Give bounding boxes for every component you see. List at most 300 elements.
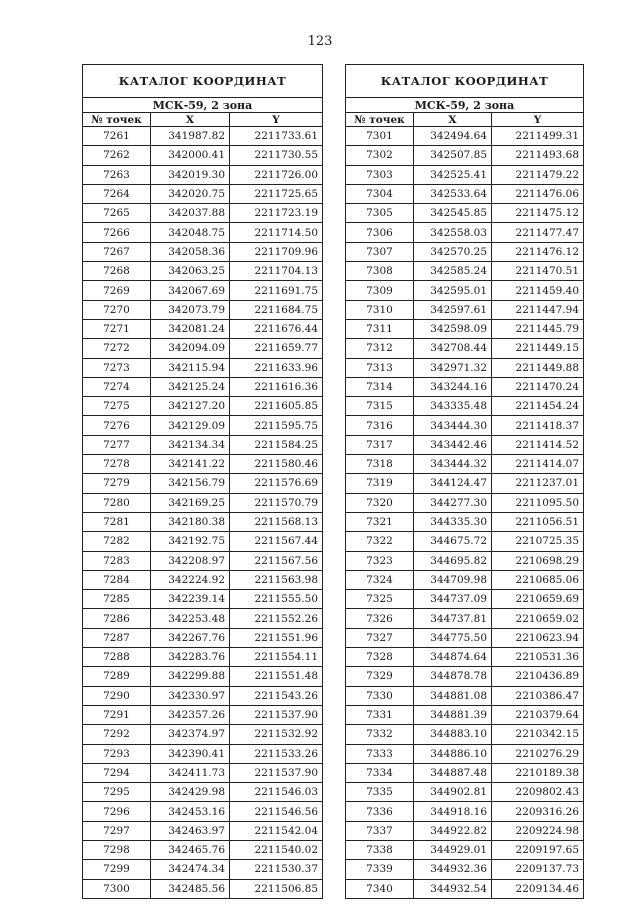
x-coordinate-cell: 342127.20 <box>151 397 230 416</box>
y-coordinate-cell: 2211580.46 <box>230 455 323 474</box>
point-number-cell: 7326 <box>346 609 414 628</box>
x-coordinate-cell: 342115.94 <box>151 358 230 377</box>
point-number-cell: 7282 <box>83 532 151 551</box>
point-number-cell: 7288 <box>83 648 151 667</box>
table-row <box>83 879 323 898</box>
point-number-cell: 7267 <box>83 242 151 261</box>
table-row <box>83 763 323 782</box>
x-coordinate-cell: 343444.30 <box>414 416 492 435</box>
point-number-cell: 7333 <box>346 744 414 763</box>
y-coordinate-cell: 2211551.48 <box>230 667 323 686</box>
x-coordinate-cell: 344886.10 <box>414 744 492 763</box>
coordinate-catalog-right <box>345 64 584 899</box>
point-number-cell: 7308 <box>346 262 414 281</box>
point-number-cell: 7313 <box>346 358 414 377</box>
y-coordinate-cell: 2210685.06 <box>492 570 584 589</box>
x-coordinate-cell: 342192.75 <box>151 532 230 551</box>
x-coordinate-cell: 344881.08 <box>414 686 492 705</box>
y-coordinate-cell: 2211552.26 <box>230 609 323 628</box>
y-coordinate-cell: 2211418.37 <box>492 416 584 435</box>
x-coordinate-cell: 342224.92 <box>151 570 230 589</box>
table-row <box>346 435 584 454</box>
y-coordinate-cell: 2211704.13 <box>230 262 323 281</box>
table-row <box>346 570 584 589</box>
table-row <box>346 628 584 647</box>
table-row <box>346 551 584 570</box>
y-coordinate-cell: 2211445.79 <box>492 319 584 338</box>
point-number-cell: 7299 <box>83 860 151 879</box>
y-coordinate-cell: 2211532.92 <box>230 725 323 744</box>
x-coordinate-cell: 344932.36 <box>414 860 492 879</box>
x-coordinate-cell: 341987.82 <box>151 127 230 146</box>
point-number-cell: 7332 <box>346 725 414 744</box>
point-number-cell: 7287 <box>83 628 151 647</box>
y-coordinate-cell: 2211684.75 <box>230 300 323 319</box>
x-coordinate-cell: 342453.16 <box>151 802 230 821</box>
x-coordinate-cell: 342125.24 <box>151 377 230 396</box>
y-coordinate-cell: 2211540.02 <box>230 840 323 859</box>
table-row <box>83 339 323 358</box>
table-row <box>83 667 323 686</box>
table-row <box>346 281 584 300</box>
table-row <box>83 165 323 184</box>
zone-label: МСК-59, 2 зона <box>83 98 323 113</box>
y-coordinate-cell: 2211725.65 <box>230 184 323 203</box>
x-coordinate-cell: 344918.16 <box>414 802 492 821</box>
page-number: 123 <box>307 34 333 49</box>
y-coordinate-cell: 2210342.15 <box>492 725 584 744</box>
table-row <box>83 802 323 821</box>
point-number-cell: 7307 <box>346 242 414 261</box>
x-coordinate-cell: 343335.48 <box>414 397 492 416</box>
table-row <box>83 493 323 512</box>
x-coordinate-cell: 342299.88 <box>151 667 230 686</box>
y-coordinate-cell: 2211499.31 <box>492 127 584 146</box>
y-coordinate-cell: 2211616.36 <box>230 377 323 396</box>
point-number-cell: 7293 <box>83 744 151 763</box>
table-row <box>346 204 584 223</box>
table-row <box>346 358 584 377</box>
point-number-cell: 7266 <box>83 223 151 242</box>
point-number-cell: 7312 <box>346 339 414 358</box>
x-coordinate-cell: 342411.73 <box>151 763 230 782</box>
table-row <box>346 686 584 705</box>
y-coordinate-cell: 2211530.37 <box>230 860 323 879</box>
y-coordinate-cell: 2211449.15 <box>492 339 584 358</box>
point-number-cell: 7320 <box>346 493 414 512</box>
point-number-cell: 7340 <box>346 879 414 898</box>
y-coordinate-cell: 2211454.24 <box>492 397 584 416</box>
y-coordinate-cell: 2210189.38 <box>492 763 584 782</box>
point-number-cell: 7295 <box>83 783 151 802</box>
table-row <box>346 416 584 435</box>
table-row <box>346 319 584 338</box>
x-coordinate-cell: 342545.85 <box>414 204 492 223</box>
x-coordinate-cell: 342141.22 <box>151 455 230 474</box>
table-row <box>83 358 323 377</box>
point-number-cell: 7294 <box>83 763 151 782</box>
table-row <box>83 725 323 744</box>
point-number-cell: 7336 <box>346 802 414 821</box>
point-number-cell: 7297 <box>83 821 151 840</box>
table-row <box>346 184 584 203</box>
table-row <box>346 725 584 744</box>
x-coordinate-cell: 342208.97 <box>151 551 230 570</box>
y-coordinate-cell: 2211676.44 <box>230 319 323 338</box>
table-row <box>83 532 323 551</box>
table-row <box>346 609 584 628</box>
x-coordinate-cell: 342507.85 <box>414 146 492 165</box>
x-coordinate-cell: 344695.82 <box>414 551 492 570</box>
x-coordinate-cell: 342330.97 <box>151 686 230 705</box>
x-coordinate-cell: 342037.88 <box>151 204 230 223</box>
point-number-cell: 7277 <box>83 435 151 454</box>
table-row <box>83 416 323 435</box>
y-coordinate-cell: 2210698.29 <box>492 551 584 570</box>
x-coordinate-cell: 344874.64 <box>414 648 492 667</box>
point-number-cell: 7275 <box>83 397 151 416</box>
table-row <box>346 242 584 261</box>
x-coordinate-cell: 343442.46 <box>414 435 492 454</box>
table-row <box>83 590 323 609</box>
point-number-cell: 7291 <box>83 705 151 724</box>
table-row <box>346 474 584 493</box>
table-row <box>83 377 323 396</box>
table-row <box>83 474 323 493</box>
y-coordinate-cell: 2211584.25 <box>230 435 323 454</box>
table-row <box>346 802 584 821</box>
y-coordinate-cell: 2211095.50 <box>492 493 584 512</box>
point-number-cell: 7280 <box>83 493 151 512</box>
table-row <box>83 127 323 146</box>
y-coordinate-cell: 2211709.96 <box>230 242 323 261</box>
point-number-cell: 7329 <box>346 667 414 686</box>
x-coordinate-cell: 342485.56 <box>151 879 230 898</box>
table-row <box>83 821 323 840</box>
x-coordinate-cell: 344709.98 <box>414 570 492 589</box>
point-number-cell: 7269 <box>83 281 151 300</box>
y-coordinate-cell: 2211551.96 <box>230 628 323 647</box>
x-coordinate-cell: 344881.39 <box>414 705 492 724</box>
y-coordinate-cell: 2211506.85 <box>230 879 323 898</box>
point-number-cell: 7272 <box>83 339 151 358</box>
point-number-cell: 7268 <box>83 262 151 281</box>
y-coordinate-cell: 2211477.47 <box>492 223 584 242</box>
y-coordinate-cell: 2211633.96 <box>230 358 323 377</box>
y-coordinate-cell: 2211476.12 <box>492 242 584 261</box>
catalog-title: КАТАЛОГ КООРДИНАТ <box>346 65 584 98</box>
table-row <box>83 319 323 338</box>
x-coordinate-cell: 344675.72 <box>414 532 492 551</box>
y-coordinate-cell: 2211567.56 <box>230 551 323 570</box>
x-coordinate-cell: 344922.82 <box>414 821 492 840</box>
table-row <box>83 840 323 859</box>
x-coordinate-cell: 342465.76 <box>151 840 230 859</box>
y-coordinate-cell: 2211563.98 <box>230 570 323 589</box>
y-coordinate-cell: 2211470.51 <box>492 262 584 281</box>
point-number-cell: 7319 <box>346 474 414 493</box>
point-number-cell: 7279 <box>83 474 151 493</box>
x-coordinate-cell: 342374.97 <box>151 725 230 744</box>
zone-label: МСК-59, 2 зона <box>346 98 584 113</box>
y-coordinate-cell: 2210379.64 <box>492 705 584 724</box>
x-coordinate-cell: 344277.30 <box>414 493 492 512</box>
point-number-cell: 7331 <box>346 705 414 724</box>
x-coordinate-cell: 342429.98 <box>151 783 230 802</box>
y-coordinate-cell: 2211546.56 <box>230 802 323 821</box>
x-coordinate-cell: 344124.47 <box>414 474 492 493</box>
x-coordinate-cell: 342000.41 <box>151 146 230 165</box>
point-number-cell: 7316 <box>346 416 414 435</box>
point-number-cell: 7327 <box>346 628 414 647</box>
table-row <box>83 435 323 454</box>
x-coordinate-cell: 344737.81 <box>414 609 492 628</box>
x-coordinate-cell: 344883.10 <box>414 725 492 744</box>
table-row <box>346 223 584 242</box>
table-row <box>83 262 323 281</box>
x-coordinate-cell: 342180.38 <box>151 512 230 531</box>
x-coordinate-cell: 342494.64 <box>414 127 492 146</box>
table-row <box>83 184 323 203</box>
point-number-cell: 7285 <box>83 590 151 609</box>
x-coordinate-cell: 342598.09 <box>414 319 492 338</box>
x-coordinate-cell: 342067.69 <box>151 281 230 300</box>
point-number-cell: 7281 <box>83 512 151 531</box>
point-number-cell: 7284 <box>83 570 151 589</box>
x-coordinate-cell: 343444.32 <box>414 455 492 474</box>
x-coordinate-cell: 342156.79 <box>151 474 230 493</box>
point-number-cell: 7318 <box>346 455 414 474</box>
x-coordinate-cell: 344887.48 <box>414 763 492 782</box>
x-coordinate-cell: 342063.25 <box>151 262 230 281</box>
table-row <box>346 705 584 724</box>
y-coordinate-cell: 2211542.04 <box>230 821 323 840</box>
column-header-x: X <box>151 113 230 127</box>
y-coordinate-cell: 2211470.24 <box>492 377 584 396</box>
y-coordinate-cell: 2209224.98 <box>492 821 584 840</box>
column-header-point-number: № точек <box>346 113 414 127</box>
x-coordinate-cell: 342058.36 <box>151 242 230 261</box>
table-row <box>83 609 323 628</box>
coordinate-catalog-left <box>82 64 323 899</box>
table-row <box>83 628 323 647</box>
point-number-cell: 7300 <box>83 879 151 898</box>
point-number-cell: 7338 <box>346 840 414 859</box>
y-coordinate-cell: 2211543.26 <box>230 686 323 705</box>
x-coordinate-cell: 342283.76 <box>151 648 230 667</box>
y-coordinate-cell: 2211659.77 <box>230 339 323 358</box>
table-row <box>346 532 584 551</box>
x-coordinate-cell: 342525.41 <box>414 165 492 184</box>
table-row <box>346 262 584 281</box>
point-number-cell: 7278 <box>83 455 151 474</box>
table-row <box>346 300 584 319</box>
table-row <box>346 744 584 763</box>
point-number-cell: 7271 <box>83 319 151 338</box>
x-coordinate-cell: 342597.61 <box>414 300 492 319</box>
y-coordinate-cell: 2211605.85 <box>230 397 323 416</box>
y-coordinate-cell: 2211414.52 <box>492 435 584 454</box>
x-coordinate-cell: 342474.34 <box>151 860 230 879</box>
x-coordinate-cell: 342390.41 <box>151 744 230 763</box>
point-number-cell: 7315 <box>346 397 414 416</box>
x-coordinate-cell: 342239.14 <box>151 590 230 609</box>
x-coordinate-cell: 342708.44 <box>414 339 492 358</box>
table-row <box>83 146 323 165</box>
x-coordinate-cell: 342558.03 <box>414 223 492 242</box>
x-coordinate-cell: 342357.26 <box>151 705 230 724</box>
column-header-point-number: № точек <box>83 113 151 127</box>
x-coordinate-cell: 342019.30 <box>151 165 230 184</box>
x-coordinate-cell: 344878.78 <box>414 667 492 686</box>
table-row <box>83 570 323 589</box>
table-row <box>83 204 323 223</box>
table-row <box>83 783 323 802</box>
x-coordinate-cell: 344929.01 <box>414 840 492 859</box>
point-number-cell: 7304 <box>346 184 414 203</box>
y-coordinate-cell: 2211447.94 <box>492 300 584 319</box>
point-number-cell: 7323 <box>346 551 414 570</box>
point-number-cell: 7296 <box>83 802 151 821</box>
point-number-cell: 7322 <box>346 532 414 551</box>
table-row <box>346 667 584 686</box>
x-coordinate-cell: 342081.24 <box>151 319 230 338</box>
point-number-cell: 7305 <box>346 204 414 223</box>
point-number-cell: 7324 <box>346 570 414 589</box>
y-coordinate-cell: 2211554.11 <box>230 648 323 667</box>
point-number-cell: 7310 <box>346 300 414 319</box>
point-number-cell: 7261 <box>83 127 151 146</box>
y-coordinate-cell: 2209137.73 <box>492 860 584 879</box>
x-coordinate-cell: 342267.76 <box>151 628 230 647</box>
y-coordinate-cell: 2210659.02 <box>492 609 584 628</box>
y-coordinate-cell: 2211723.19 <box>230 204 323 223</box>
y-coordinate-cell: 2210531.36 <box>492 648 584 667</box>
y-coordinate-cell: 2211568.13 <box>230 512 323 531</box>
y-coordinate-cell: 2211546.03 <box>230 783 323 802</box>
x-coordinate-cell: 342094.09 <box>151 339 230 358</box>
table-row <box>346 493 584 512</box>
y-coordinate-cell: 2211733.61 <box>230 127 323 146</box>
x-coordinate-cell: 342570.25 <box>414 242 492 261</box>
table-row <box>83 860 323 879</box>
table-row <box>346 821 584 840</box>
point-number-cell: 7309 <box>346 281 414 300</box>
table-row <box>346 879 584 898</box>
x-coordinate-cell: 342595.01 <box>414 281 492 300</box>
y-coordinate-cell: 2211537.90 <box>230 763 323 782</box>
y-coordinate-cell: 2210623.94 <box>492 628 584 647</box>
point-number-cell: 7330 <box>346 686 414 705</box>
point-number-cell: 7263 <box>83 165 151 184</box>
point-number-cell: 7337 <box>346 821 414 840</box>
y-coordinate-cell: 2211567.44 <box>230 532 323 551</box>
x-coordinate-cell: 342129.09 <box>151 416 230 435</box>
column-header-x: X <box>414 113 492 127</box>
y-coordinate-cell: 2211414.07 <box>492 455 584 474</box>
table-row <box>346 339 584 358</box>
y-coordinate-cell: 2210386.47 <box>492 686 584 705</box>
point-number-cell: 7292 <box>83 725 151 744</box>
y-coordinate-cell: 2211576.69 <box>230 474 323 493</box>
table-row <box>346 783 584 802</box>
catalog-title: КАТАЛОГ КООРДИНАТ <box>83 65 323 98</box>
x-coordinate-cell: 344775.50 <box>414 628 492 647</box>
y-coordinate-cell: 2211537.90 <box>230 705 323 724</box>
y-coordinate-cell: 2210436.89 <box>492 667 584 686</box>
table-row <box>346 127 584 146</box>
point-number-cell: 7321 <box>346 512 414 531</box>
y-coordinate-cell: 2211459.40 <box>492 281 584 300</box>
y-coordinate-cell: 2211056.51 <box>492 512 584 531</box>
point-number-cell: 7265 <box>83 204 151 223</box>
y-coordinate-cell: 2211555.50 <box>230 590 323 609</box>
point-number-cell: 7311 <box>346 319 414 338</box>
y-coordinate-cell: 2211595.75 <box>230 416 323 435</box>
table-row <box>83 648 323 667</box>
table-row <box>83 455 323 474</box>
table-row <box>346 840 584 859</box>
point-number-cell: 7274 <box>83 377 151 396</box>
point-number-cell: 7314 <box>346 377 414 396</box>
point-number-cell: 7325 <box>346 590 414 609</box>
x-coordinate-cell: 342020.75 <box>151 184 230 203</box>
x-coordinate-cell: 344902.81 <box>414 783 492 802</box>
column-header-y: Y <box>492 113 584 127</box>
point-number-cell: 7303 <box>346 165 414 184</box>
x-coordinate-cell: 343244.16 <box>414 377 492 396</box>
y-coordinate-cell: 2210725.35 <box>492 532 584 551</box>
point-number-cell: 7317 <box>346 435 414 454</box>
y-coordinate-cell: 2210276.29 <box>492 744 584 763</box>
point-number-cell: 7306 <box>346 223 414 242</box>
column-header-y: Y <box>230 113 323 127</box>
x-coordinate-cell: 344737.09 <box>414 590 492 609</box>
x-coordinate-cell: 342585.24 <box>414 262 492 281</box>
y-coordinate-cell: 2211533.26 <box>230 744 323 763</box>
point-number-cell: 7301 <box>346 127 414 146</box>
y-coordinate-cell: 2211691.75 <box>230 281 323 300</box>
y-coordinate-cell: 2211730.55 <box>230 146 323 165</box>
y-coordinate-cell: 2209802.43 <box>492 783 584 802</box>
table-row <box>346 165 584 184</box>
table-row <box>83 281 323 300</box>
x-coordinate-cell: 342253.48 <box>151 609 230 628</box>
x-coordinate-cell: 342073.79 <box>151 300 230 319</box>
table-row <box>83 397 323 416</box>
point-number-cell: 7283 <box>83 551 151 570</box>
y-coordinate-cell: 2211475.12 <box>492 204 584 223</box>
point-number-cell: 7264 <box>83 184 151 203</box>
point-number-cell: 7262 <box>83 146 151 165</box>
table-row <box>346 377 584 396</box>
y-coordinate-cell: 2211449.88 <box>492 358 584 377</box>
table-row <box>83 705 323 724</box>
table-row <box>83 744 323 763</box>
point-number-cell: 7290 <box>83 686 151 705</box>
point-number-cell: 7339 <box>346 860 414 879</box>
table-row <box>346 860 584 879</box>
y-coordinate-cell: 2211479.22 <box>492 165 584 184</box>
point-number-cell: 7328 <box>346 648 414 667</box>
y-coordinate-cell: 2209134.46 <box>492 879 584 898</box>
x-coordinate-cell: 342048.75 <box>151 223 230 242</box>
point-number-cell: 7298 <box>83 840 151 859</box>
y-coordinate-cell: 2211493.68 <box>492 146 584 165</box>
y-coordinate-cell: 2209197.65 <box>492 840 584 859</box>
table-row <box>83 242 323 261</box>
x-coordinate-cell: 344932.54 <box>414 879 492 898</box>
